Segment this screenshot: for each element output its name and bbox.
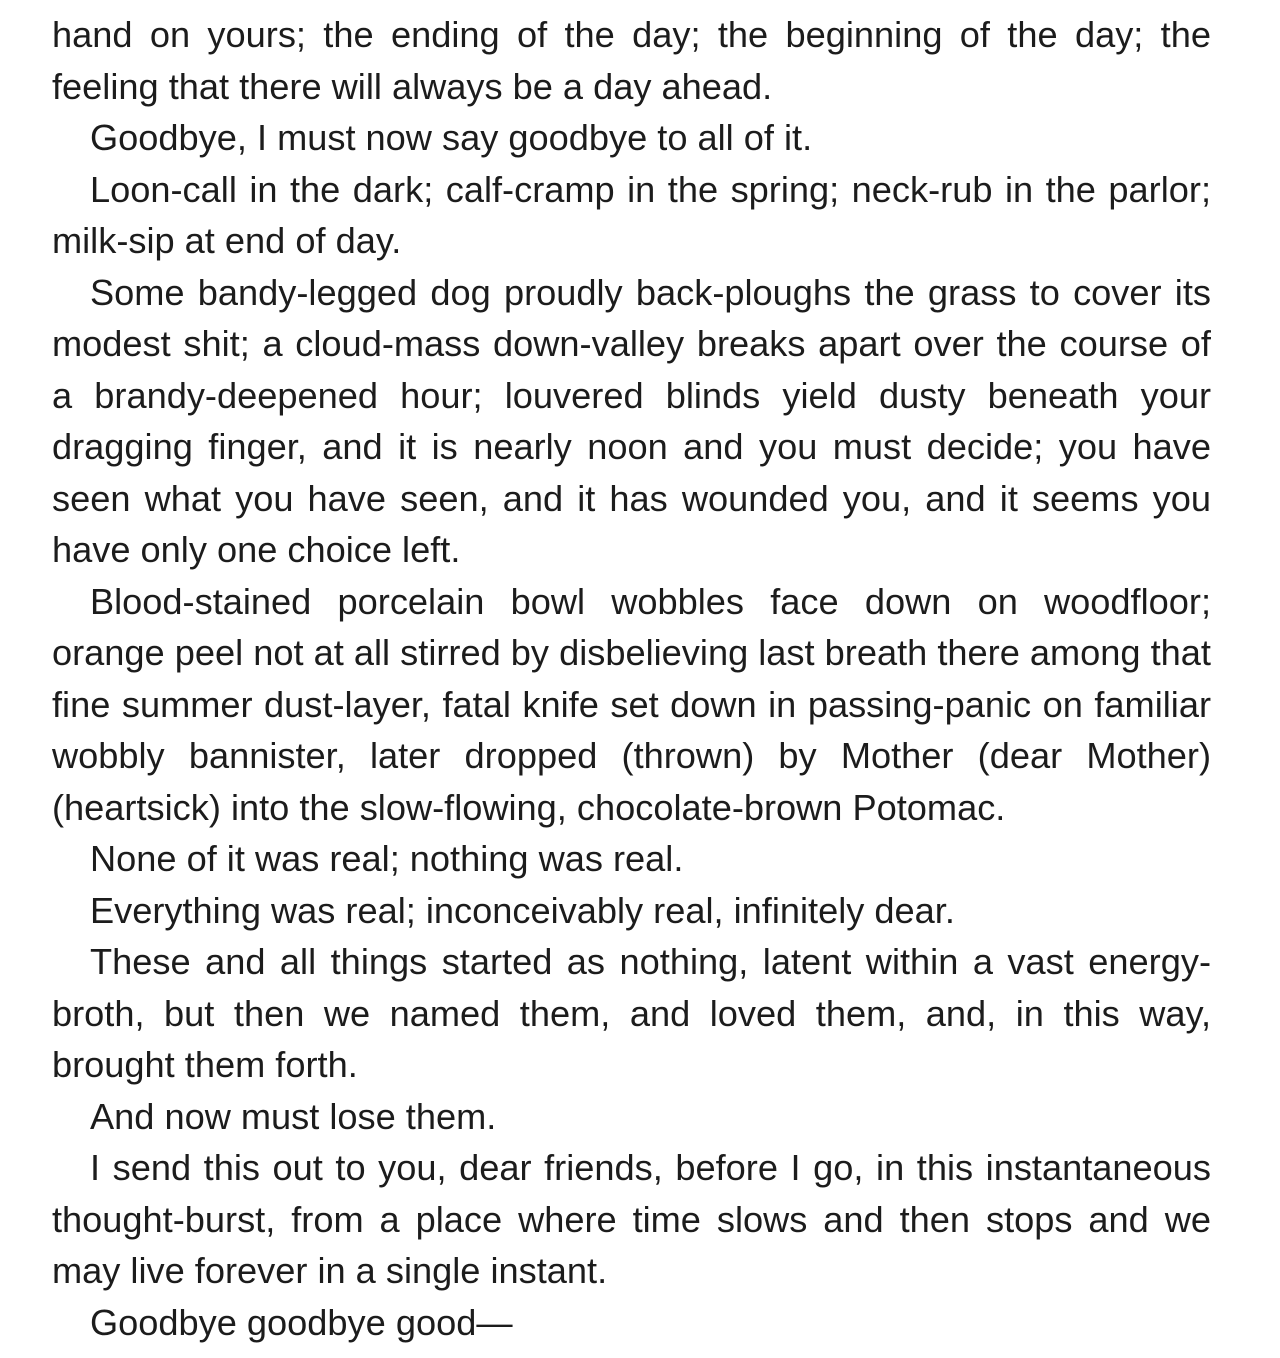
paragraph: Everything was real; inconceivably real, infinitely dear. [90, 889, 955, 931]
paragraph: None of it was real; nothing was real. [90, 838, 684, 879]
paragraph: Some bandy-legged dog proudly back-ploughs the grass to cover its modest shit; a cloud-mass down-valley breaks apart over the course of a brandy-deepened hour; louvered blinds yield dusty beneath your dragging finger, and it is nearly noon and you must decide; you have seen what you have seen, and it has wounded you, and it seems you have only one choice left. [52, 271, 1211, 570]
paragraph: hand on yours; the ending of the day; the beginning of the day; the feeling that there will always be a day ahead. [52, 14, 1211, 107]
paragraph: Goodbye, I must now say goodbye to all of it. [90, 117, 813, 158]
document-page [52, 9, 1211, 1348]
paragraph: And now must lose them. [90, 1095, 497, 1137]
paragraph: Blood-stained porcelain bowl wobbles face down on woodfloor; orange peel not at all stirred by disbelieving last breath there among that fine summer dust-layer, fatal knife set down in passing-panic on familiar wobbly bannister, later dropped (thrown) by Mother (dear Mother) (heartsick) into the slow-flowing, chocolate-brown Potomac. [52, 580, 1211, 828]
paragraph: Goodbye goodbye good— [90, 1301, 513, 1343]
paragraph: Loon-call in the dark; calf-cramp in the spring; neck-rub in the parlor; milk-sip at end of day. [52, 168, 1211, 261]
paragraph: These and all things started as nothing, latent within a vast energy-broth, but then we named them, and loved them, and, in this way, brought them forth. [52, 941, 1211, 1085]
paragraph: I send this out to you, dear friends, before I go, in this instantaneous thought-burst, from a place where time slows and then stops and we may live forever in a single instant. [52, 1147, 1211, 1291]
